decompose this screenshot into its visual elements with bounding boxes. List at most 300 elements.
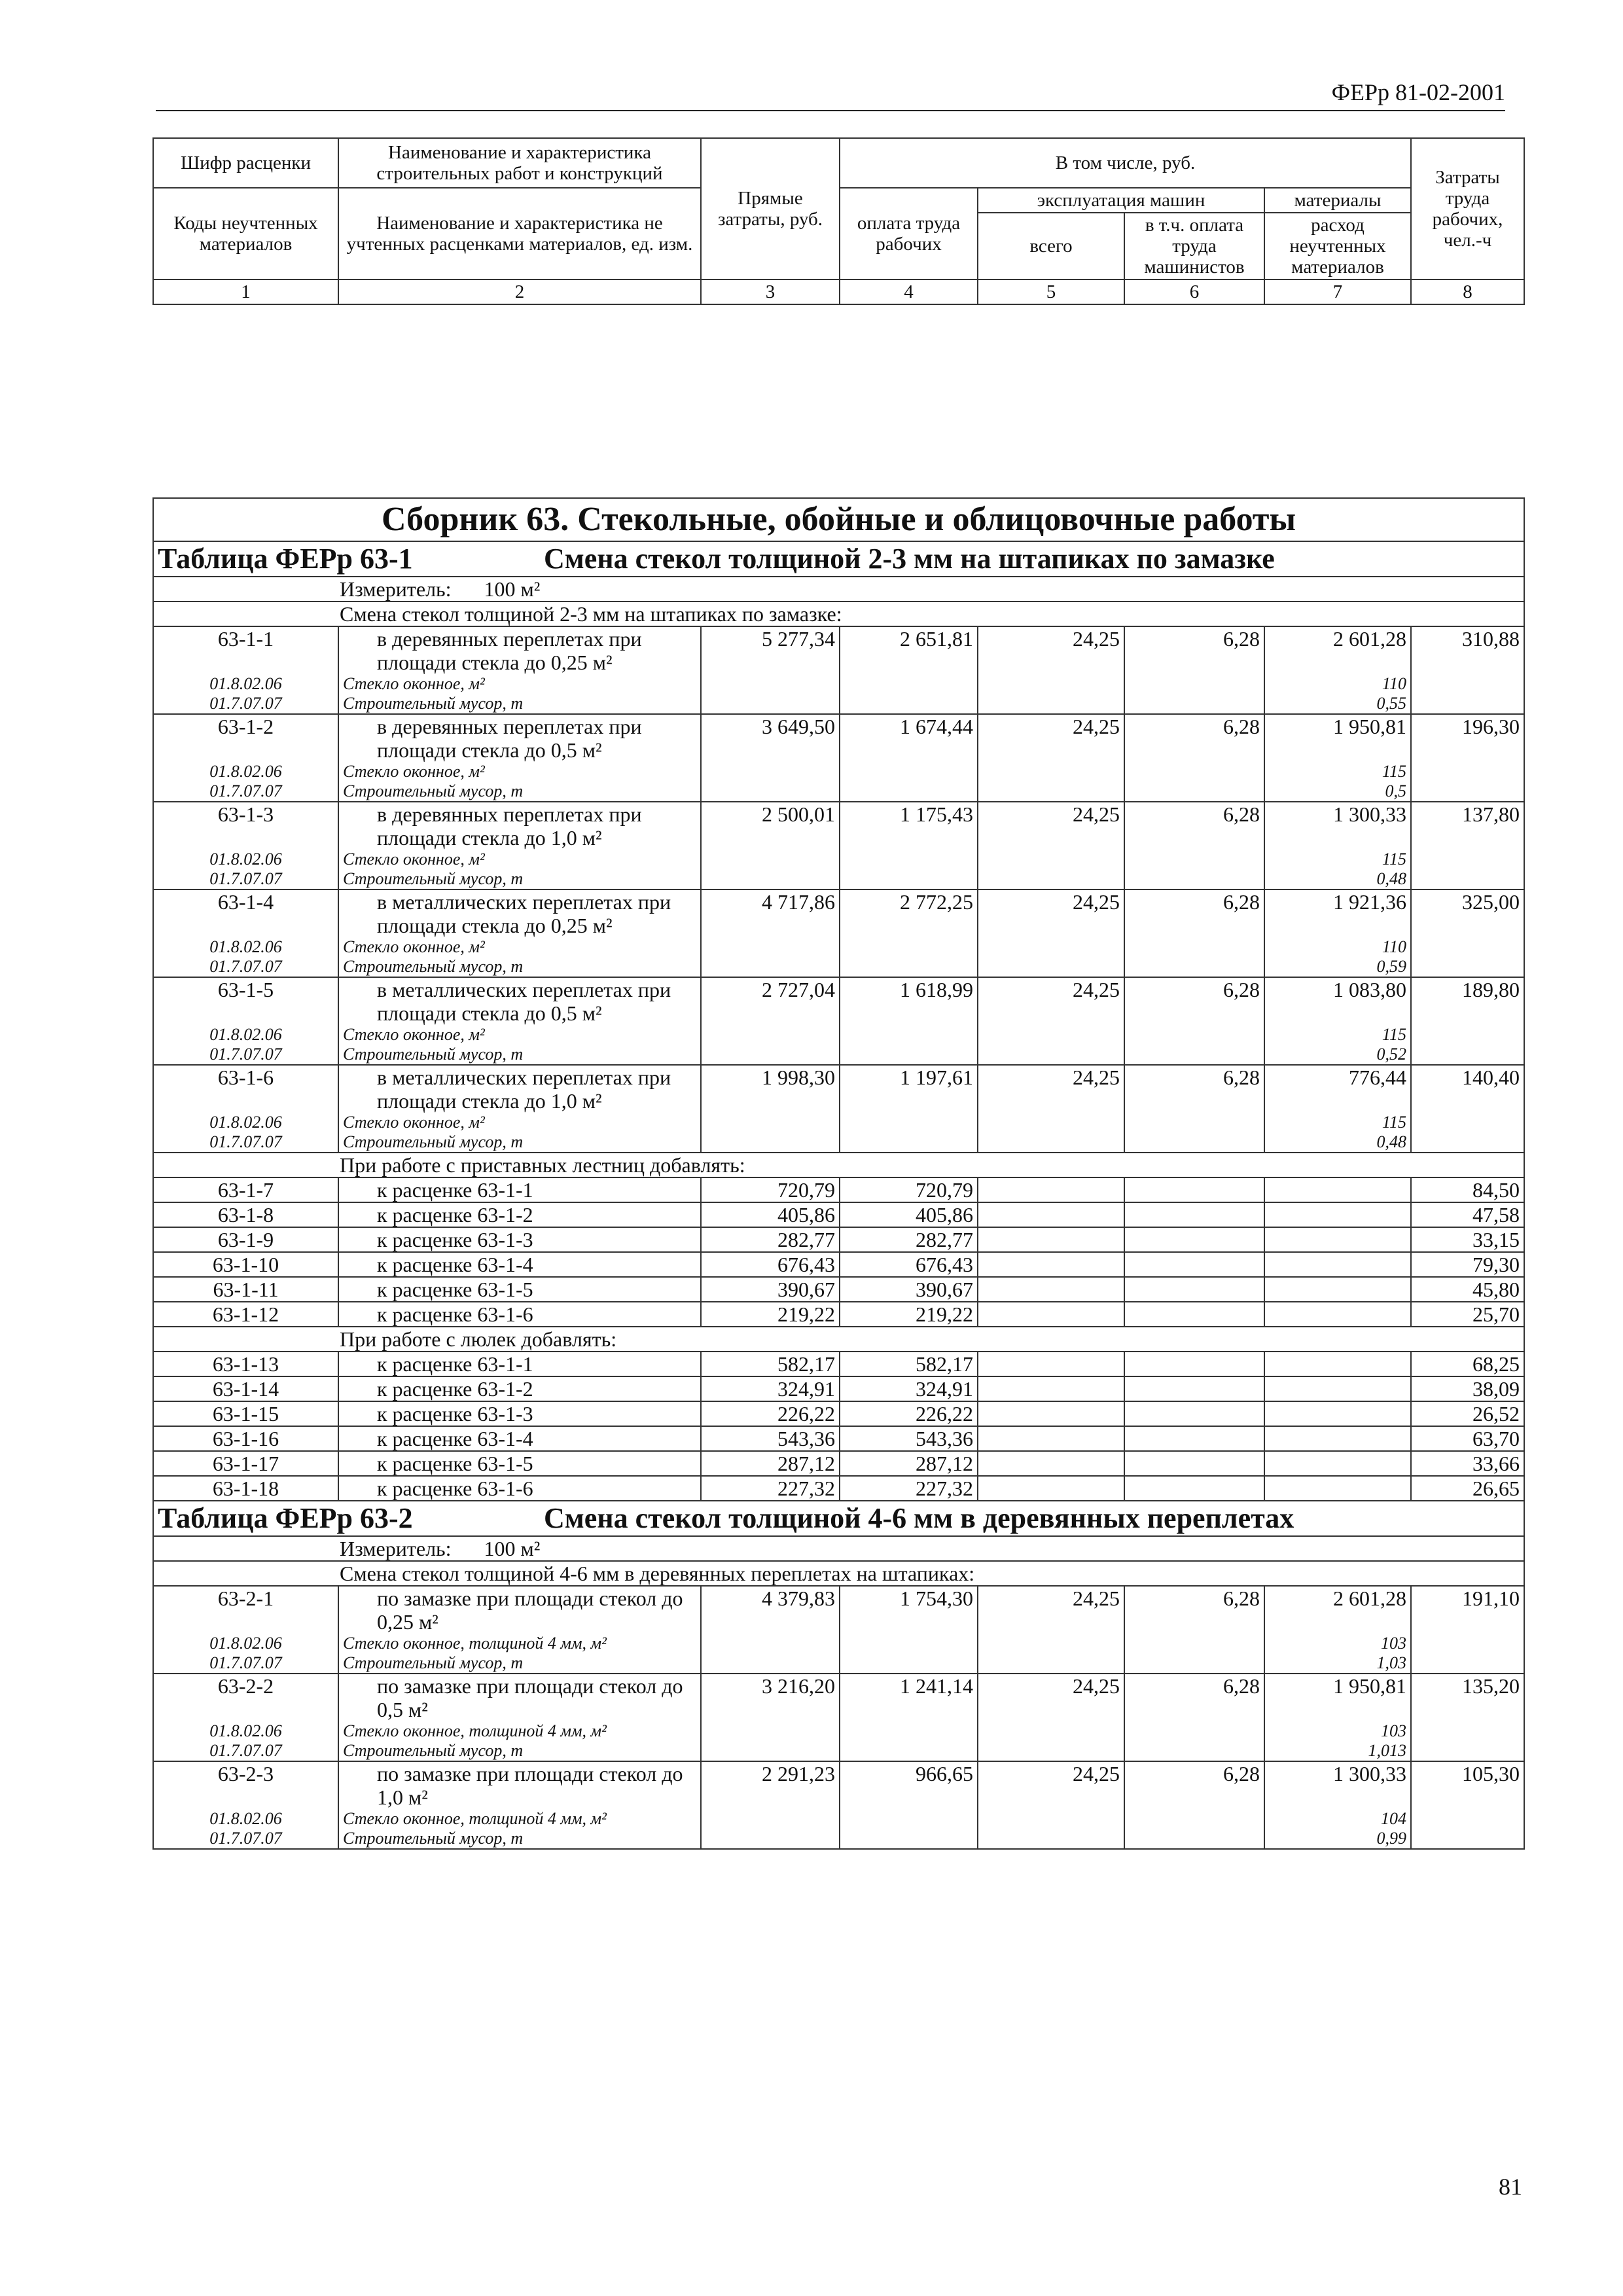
empty-cell [1411,762,1524,781]
machines-total: 24,25 [978,889,1124,937]
empty-cell [840,694,978,714]
empty-cell [1124,1025,1264,1045]
rate-name: к расценке 63-1-6 [338,1476,701,1501]
rate-name: в деревянных переплетах при площади стекла до 0,25 м² [338,626,701,674]
incl-header: В том числе, руб. [840,138,1411,188]
empty-cell [978,869,1124,889]
addon-row [153,1451,1524,1476]
machinists-pay: 6,28 [1124,889,1264,937]
materials-cost: 1 300,33 [1264,802,1411,850]
machines-total: 24,25 [978,1065,1124,1113]
labor-cost: 2 772,25 [840,889,978,937]
empty-cell [1124,1426,1264,1451]
labor-cost: 966,65 [840,1761,978,1809]
direct-cost: 720,79 [701,1177,840,1202]
empty-cell [978,1177,1124,1202]
material-row [153,1741,1524,1761]
direct-cost: 282,77 [701,1227,840,1252]
materials-cost: 1 300,33 [1264,1761,1411,1809]
rate-code: 63-1-8 [153,1202,338,1227]
material-name: Стекло оконное, толщиной 4 мм, м² [338,1809,701,1829]
material-row [153,957,1524,977]
empty-cell [701,869,840,889]
empty-cell [1264,1401,1411,1426]
empty-cell [701,1025,840,1045]
material-code: 01.8.02.06 [153,674,338,694]
materials-cost: 2 601,28 [1264,1586,1411,1634]
empty-cell [1411,957,1524,977]
material-name: Строительный мусор, т [338,1829,701,1849]
material-code: 01.8.02.06 [153,1113,338,1132]
labor-cost: 405,86 [840,1202,978,1227]
empty-cell [1411,1634,1524,1653]
empty-cell [1124,1252,1264,1277]
meter-row [153,1536,1524,1561]
materials-cost: 776,44 [1264,1065,1411,1113]
labor-hours: 26,65 [1411,1476,1524,1501]
empty-cell [978,1302,1124,1327]
addon-row [153,1252,1524,1277]
machinists-pay: 6,28 [1124,802,1264,850]
empty-cell [1264,1177,1411,1202]
material-name: Строительный мусор, т [338,1653,701,1674]
empty-cell [840,1653,978,1674]
column-header-table [152,137,1525,305]
material-row [153,1113,1524,1132]
empty-cell [978,937,1124,957]
rate-name: в металлических переплетах при площади стекла до 0,25 м² [338,889,701,937]
material-qty: 110 [1264,674,1411,694]
labor-cost: 543,36 [840,1426,978,1451]
empty-cell [1411,1809,1524,1829]
material-code: 01.7.07.07 [153,1045,338,1065]
empty-cell [701,850,840,869]
subsection-row [153,1153,1524,1177]
empty-cell [1124,1653,1264,1674]
direct-cost: 390,67 [701,1277,840,1302]
rate-name: по замазке при площади стекол до 0,25 м² [338,1586,701,1634]
rate-code: 63-1-3 [153,802,338,850]
addon-row [153,1227,1524,1252]
material-code: 01.7.07.07 [153,1132,338,1153]
empty-cell [978,1451,1124,1476]
rate-name: в деревянных переплетах при площади стекла до 0,5 м² [338,714,701,762]
material-qty: 0,99 [1264,1829,1411,1849]
empty-cell [1124,762,1264,781]
material-name: Стекло оконное, м² [338,937,701,957]
empty-cell [978,1741,1124,1761]
direct-cost: 4 717,86 [701,889,840,937]
material-code: 01.8.02.06 [153,1025,338,1045]
meter [153,1536,1524,1561]
machines-total: 24,25 [978,802,1124,850]
labor-cost: 676,43 [840,1252,978,1277]
direct-cost: 676,43 [701,1252,840,1277]
empty-cell [1411,1741,1524,1761]
col7-header: расход неучтенных материалов [1264,213,1411,279]
subsection-label: При работе с приставных лестниц добавлять: [153,1153,1524,1177]
empty-cell [1411,674,1524,694]
empty-cell [978,781,1124,802]
addon-row [153,1302,1524,1327]
empty-cell [1264,1376,1411,1401]
labor-cost: 1 197,61 [840,1065,978,1113]
empty-cell [1124,1113,1264,1132]
material-name: Стекло оконное, м² [338,1025,701,1045]
labor-cost: 227,32 [840,1476,978,1501]
empty-cell [1124,937,1264,957]
labor-cost: 226,22 [840,1401,978,1426]
table-title [153,1501,1524,1536]
empty-cell [1411,850,1524,869]
rate-name: к расценке 63-1-5 [338,1451,701,1476]
direct-cost: 4 379,83 [701,1586,840,1634]
machinists-pay: 6,28 [1124,1761,1264,1809]
empty-cell [978,1352,1124,1376]
machinists-pay: 6,28 [1124,626,1264,674]
empty-cell [1411,781,1524,802]
col5-header: всего [978,213,1124,279]
empty-cell [978,1252,1124,1277]
rate-row [153,714,1524,762]
empty-cell [701,674,840,694]
column-number-row [153,279,1524,304]
material-row [153,1025,1524,1045]
direct-cost: 5 277,34 [701,626,840,674]
direct-cost: 226,22 [701,1401,840,1426]
material-name: Стекло оконное, м² [338,850,701,869]
empty-cell [1124,1277,1264,1302]
rate-name: к расценке 63-1-6 [338,1302,701,1327]
empty-cell [701,1113,840,1132]
empty-cell [1264,1227,1411,1252]
material-name: Строительный мусор, т [338,781,701,802]
empty-cell [978,674,1124,694]
rate-code: 63-1-6 [153,1065,338,1113]
material-qty: 1,013 [1264,1741,1411,1761]
addon-row [153,1426,1524,1451]
material-name: Строительный мусор, т [338,957,701,977]
rate-code: 63-1-17 [153,1451,338,1476]
empty-cell [1264,1352,1411,1376]
empty-cell [978,1025,1124,1045]
empty-cell [978,850,1124,869]
material-qty: 0,59 [1264,957,1411,977]
empty-cell [978,1653,1124,1674]
table-title [153,541,1524,577]
table-caption: Смена стекол толщиной 2-3 мм на штапиках по замазке [544,543,1275,575]
column-number: 4 [840,279,978,304]
material-code: 01.8.02.06 [153,762,338,781]
material-code: 01.7.07.07 [153,694,338,714]
rate-code: 63-1-2 [153,714,338,762]
material-code: 01.8.02.06 [153,1721,338,1741]
empty-cell [1124,1177,1264,1202]
rate-code: 63-2-2 [153,1674,338,1721]
material-name: Строительный мусор, т [338,869,701,889]
empty-cell [978,1401,1124,1426]
empty-cell [1124,1721,1264,1741]
materials-cost: 1 950,81 [1264,714,1411,762]
empty-cell [1124,957,1264,977]
direct-cost: 2 727,04 [701,977,840,1025]
empty-cell [978,1045,1124,1065]
labor-hours: 196,30 [1411,714,1524,762]
material-row [153,1653,1524,1674]
rate-code: 63-1-1 [153,626,338,674]
materials-cost: 1 921,36 [1264,889,1411,937]
material-name: Стекло оконное, м² [338,762,701,781]
material-code: 01.7.07.07 [153,1741,338,1761]
labor-hours: 105,30 [1411,1761,1524,1809]
meter-label: Измеритель: [340,1537,452,1560]
labor-cost: 1 175,43 [840,802,978,850]
empty-cell [978,694,1124,714]
material-qty: 0,5 [1264,781,1411,802]
empty-cell [701,1741,840,1761]
intro-row [153,1561,1524,1586]
labor-hours: 137,80 [1411,802,1524,850]
empty-cell [1411,869,1524,889]
material-code: 01.7.07.07 [153,957,338,977]
empty-cell [1124,674,1264,694]
direct-cost: 219,22 [701,1302,840,1327]
empty-cell [1124,1476,1264,1501]
addon-row [153,1177,1524,1202]
machines-total: 24,25 [978,977,1124,1025]
empty-cell [978,1426,1124,1451]
material-row [153,1809,1524,1829]
material-row [153,1132,1524,1153]
labor-hours: 84,50 [1411,1177,1524,1202]
machines-total: 24,25 [978,626,1124,674]
empty-cell [840,937,978,957]
material-row [153,1829,1524,1849]
empty-cell [1411,937,1524,957]
subsection-label: При работе с люлек добавлять: [153,1327,1524,1352]
empty-cell [1264,1302,1411,1327]
empty-cell [840,1025,978,1045]
material-qty: 103 [1264,1721,1411,1741]
rate-code: 63-1-16 [153,1426,338,1451]
empty-cell [978,1476,1124,1501]
material-qty: 103 [1264,1634,1411,1653]
rate-row [153,1586,1524,1634]
rate-code: 63-1-15 [153,1401,338,1426]
machinists-pay: 6,28 [1124,1065,1264,1113]
labor-hours: 189,80 [1411,977,1524,1025]
labor-hours: 33,66 [1411,1451,1524,1476]
empty-cell [1264,1277,1411,1302]
material-name: Строительный мусор, т [338,1741,701,1761]
material-name: Строительный мусор, т [338,1132,701,1153]
addon-row [153,1476,1524,1501]
labor-cost: 282,77 [840,1227,978,1252]
empty-cell [978,1277,1124,1302]
labor-hours: 68,25 [1411,1352,1524,1376]
direct-cost: 3 216,20 [701,1674,840,1721]
empty-cell [701,694,840,714]
empty-cell [701,1653,840,1674]
material-code: 01.8.02.06 [153,937,338,957]
direct-cost: 3 649,50 [701,714,840,762]
material-qty: 0,55 [1264,694,1411,714]
material-row [153,1634,1524,1653]
material-name: Стекло оконное, толщиной 4 мм, м² [338,1634,701,1653]
rate-name: в металлических переплетах при площади стекла до 0,5 м² [338,977,701,1025]
empty-cell [1411,1132,1524,1153]
material-row [153,869,1524,889]
column-number: 6 [1124,279,1264,304]
rate-name: к расценке 63-1-3 [338,1401,701,1426]
empty-cell [1124,1202,1264,1227]
direct-cost: 324,91 [701,1376,840,1401]
column-number: 5 [978,279,1124,304]
empty-cell [1124,1451,1264,1476]
digest-row [153,498,1524,541]
machines-total: 24,25 [978,1674,1124,1721]
empty-cell [978,1809,1124,1829]
empty-cell [1264,1451,1411,1476]
material-qty: 115 [1264,850,1411,869]
material-name: Стекло оконное, м² [338,674,701,694]
col2-header-bottom: Наименование и характеристика не учтенных расценками материалов, ед. изм. [338,188,701,279]
labor-cost: 1 754,30 [840,1586,978,1634]
empty-cell [1124,694,1264,714]
empty-cell [978,1376,1124,1401]
empty-cell [1411,1721,1524,1741]
empty-cell [1264,1426,1411,1451]
machinists-pay: 6,28 [1124,1586,1264,1634]
table-number: Таблица ФЕРр 63-2 [158,1502,413,1534]
page-number: 81 [1499,2174,1522,2200]
empty-cell [978,1113,1124,1132]
empty-cell [1411,1025,1524,1045]
direct-cost: 2 500,01 [701,802,840,850]
empty-cell [1124,1302,1264,1327]
digest-title: Сборник 63. Стекольные, обойные и облицовочные работы [153,498,1524,541]
rate-code: 63-1-9 [153,1227,338,1252]
col8-header: Затраты труда рабочих, чел.-ч [1411,138,1524,279]
col6-header: в т.ч. оплата труда машинистов [1124,213,1264,279]
rate-code: 63-1-5 [153,977,338,1025]
material-qty: 115 [1264,1113,1411,1132]
machinists-pay: 6,28 [1124,1674,1264,1721]
rate-name: по замазке при площади стекол до 0,5 м² [338,1674,701,1721]
empty-cell [840,1132,978,1153]
rate-row [153,977,1524,1025]
empty-cell [701,1634,840,1653]
empty-cell [1124,1809,1264,1829]
empty-cell [1124,781,1264,802]
addon-row [153,1352,1524,1376]
rate-name: к расценке 63-1-5 [338,1277,701,1302]
rate-code: 63-1-10 [153,1252,338,1277]
col2-header-top: Наименование и характеристика строительных работ и конструкций [338,138,701,188]
material-code: 01.7.07.07 [153,1653,338,1674]
empty-cell [1411,694,1524,714]
empty-cell [978,762,1124,781]
labor-cost: 582,17 [840,1352,978,1376]
empty-cell [701,1721,840,1741]
material-name: Строительный мусор, т [338,694,701,714]
column-number: 2 [338,279,701,304]
empty-cell [978,957,1124,977]
empty-cell [978,1132,1124,1153]
materials-cost: 1 083,80 [1264,977,1411,1025]
labor-hours: 25,70 [1411,1302,1524,1327]
empty-cell [1264,1476,1411,1501]
machines-total: 24,25 [978,714,1124,762]
labor-cost: 287,12 [840,1451,978,1476]
empty-cell [840,850,978,869]
meter-value: 100 м² [484,1537,541,1560]
empty-cell [840,1634,978,1653]
material-qty: 0,52 [1264,1045,1411,1065]
rate-code: 63-1-13 [153,1352,338,1376]
col4-header: оплата труда рабочих [840,188,978,279]
rate-row [153,626,1524,674]
machinists-pay: 6,28 [1124,977,1264,1025]
empty-cell [701,1045,840,1065]
meter [153,577,1524,601]
labor-hours: 33,15 [1411,1227,1524,1252]
empty-cell [1411,1829,1524,1849]
labor-hours: 310,88 [1411,626,1524,674]
materials-header: материалы [1264,188,1411,213]
empty-cell [978,1721,1124,1741]
labor-hours: 63,70 [1411,1426,1524,1451]
machines-total: 24,25 [978,1761,1124,1809]
material-row [153,1045,1524,1065]
labor-hours: 191,10 [1411,1586,1524,1634]
empty-cell [1264,1202,1411,1227]
labor-hours: 325,00 [1411,889,1524,937]
rate-code: 63-1-14 [153,1376,338,1401]
rate-code: 63-2-1 [153,1586,338,1634]
empty-cell [840,762,978,781]
empty-cell [701,1809,840,1829]
rate-row [153,889,1524,937]
rate-row [153,1761,1524,1809]
material-qty: 0,48 [1264,869,1411,889]
material-row [153,762,1524,781]
labor-hours: 79,30 [1411,1252,1524,1277]
rate-name: к расценке 63-1-1 [338,1352,701,1376]
material-name: Строительный мусор, т [338,1045,701,1065]
empty-cell [1264,1252,1411,1277]
empty-cell [701,937,840,957]
labor-cost: 1 618,99 [840,977,978,1025]
material-code: 01.8.02.06 [153,1809,338,1829]
empty-cell [1124,1045,1264,1065]
column-number: 3 [701,279,840,304]
table-title-row [153,1501,1524,1536]
rate-code: 63-2-3 [153,1761,338,1809]
rates-table [152,497,1525,1850]
material-row [153,1721,1524,1741]
meter-row [153,577,1524,601]
empty-cell [1124,1352,1264,1376]
rate-code: 63-1-4 [153,889,338,937]
direct-cost: 2 291,23 [701,1761,840,1809]
empty-cell [1411,1653,1524,1674]
meter-label: Измеритель: [340,577,452,601]
page-header [156,77,1505,111]
section-intro: Смена стекол толщиной 2-3 мм на штапиках по замазке: [153,601,1524,626]
direct-cost: 543,36 [701,1426,840,1451]
material-code: 01.8.02.06 [153,850,338,869]
